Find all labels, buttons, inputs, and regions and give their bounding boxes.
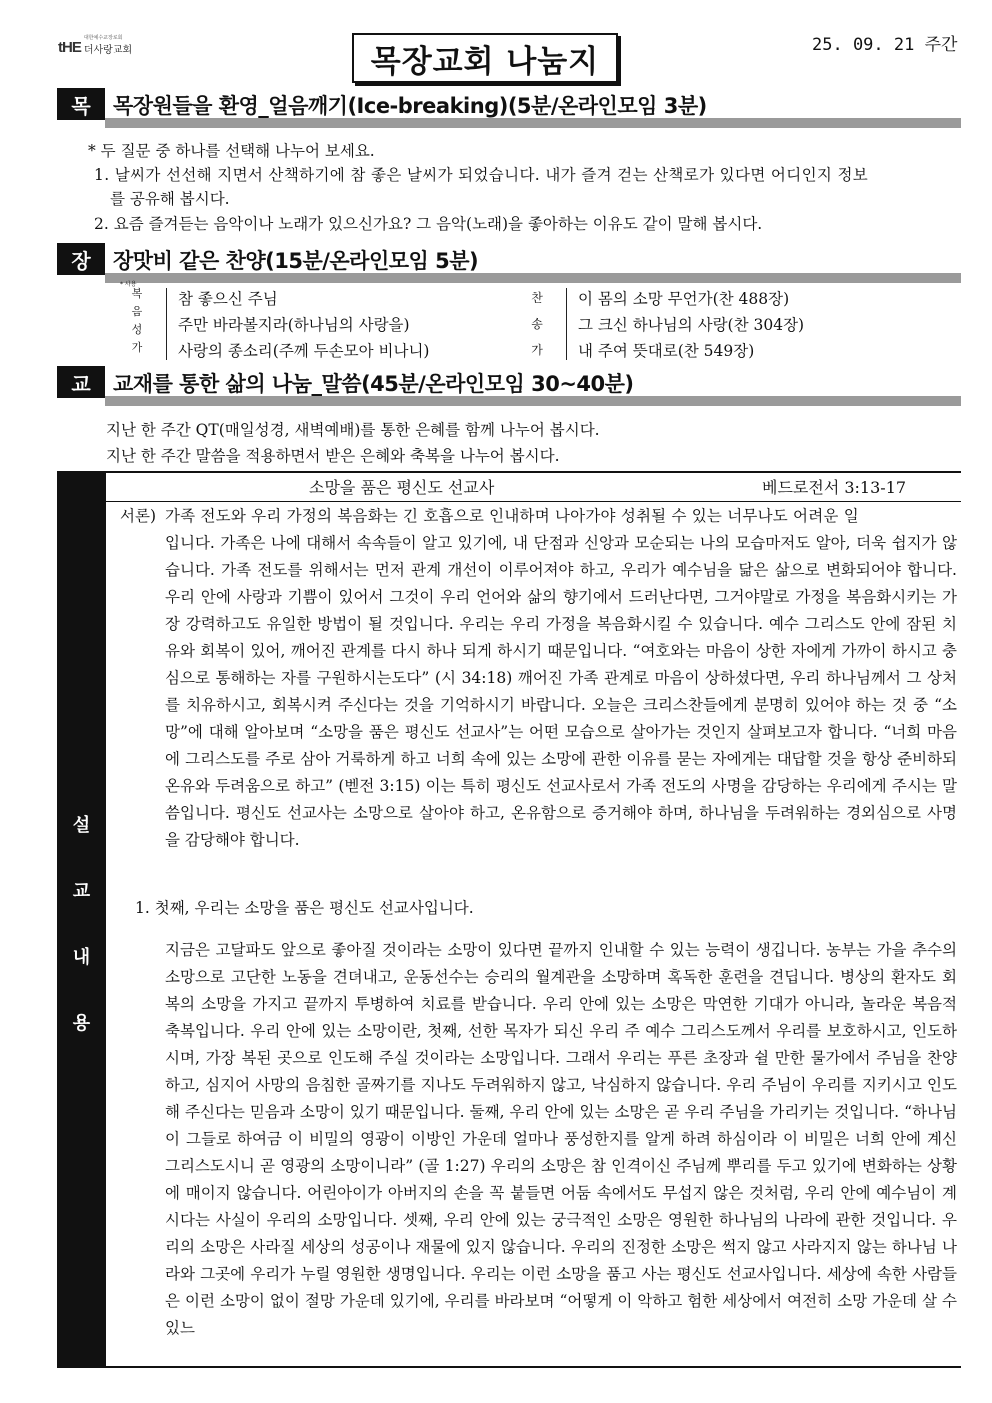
- section-title: 교재를 통한 삶의 나눔_말씀(45분/온라인모임 30~40분): [113, 372, 634, 396]
- sermon-side-label: 설 교 내 용: [57, 471, 106, 1368]
- sermon-reference: 베드로전서 3:13-17: [762, 478, 907, 497]
- gospel-song-label: 복 음 성 가: [131, 287, 143, 354]
- sermon-title: 소망을 품은 평신도 선교사: [309, 478, 495, 497]
- logo-mark: tHE: [58, 39, 81, 56]
- intro-first-line: 가족 전도와 우리 가정의 복음화는 긴 호흡으로 인내하며 나아가야 성취될 수 있는 너무나도 어려운 일: [165, 507, 859, 525]
- section-icebreaking-header: [57, 88, 961, 128]
- sermon-box: [57, 471, 961, 1368]
- logo-text: [84, 34, 132, 56]
- hymn: 이 몸의 소망 무언가(찬 488장): [578, 290, 790, 308]
- section-divider: [105, 273, 961, 283]
- section-divider: [105, 118, 961, 128]
- icebreaking-note: * 두 질문 중 하나를 선택해 나누어 보세요.: [88, 142, 375, 160]
- gospel-song-list: [178, 286, 429, 364]
- section-title: 장맛비 같은 찬양(15분/온라인모임 5분): [113, 249, 479, 273]
- page-title: 목장교회 나눔지: [370, 43, 600, 80]
- section-badge: 목: [57, 88, 105, 120]
- section-title: 목장원들을 환영_얼음깨기(Ice-breaking)(5분/온라인모임 3분): [113, 94, 707, 118]
- logo-sub: 대한예수교장로회: [83, 35, 123, 41]
- question-1-line-2: 를 공유해 봅시다.: [110, 190, 230, 208]
- intro-body: 입니다. 가족은 나에 대해서 속속들이 알고 있기에, 내 단점과 신앙과 모순되는 나의 모습마저도 알아, 더욱 쉽지가 않습니다. 가족 전도를 위해서는 먼저 관계 개선이 이루어져야 하고, 우리가 예수님을 닮은 삶으로 변화되어야 합니다. 우리 안에 사랑과 기쁨이 있어서 그것이 우리 언어와 삶의 향기에서 드러난다면, 그거야말로 가정을 복음화시키는 가장 강력하고도 유일한 방법이 될 것입니다. 우리는 우리 가정을 복음화시킬 수 있습니다. 예수 그리스도 안에 잠된 치유와 회복이 있어, 깨어진 관계를 다시 하나 되게 하시기 때문입니다. “여호와는 마음이 상한 자에게 가까이 하시고 충심으로 통해하는 자를 구원하시는도다” (시 34:18) 깨어진 가족 관계로 마음이 상하셨다면, 우리 하나님께서 그 상처를 치유하시고, 회복시켜 주신다는 것을 기억하시기 바랍니다. 오늘은 크리스찬들에게 분명히 있어야 하는 것 중 “소망”에 대해 알아보며 “소망을 품은 평신도 선교사”는 어떤 모습으로 살아가는 것인지 살펴보고자 합니다. “너희 마음에 그리스도를 주로 삼아 거룩하게 하고 너희 속에 있는 소망에 관한 이유를 묻는 자에게는 대답할 것을 항상 준비하되 온유와 두려움으로 하고” (벧전 3:15) 이는 특히 평신도 선교사로서 가족 전도의 사명을 감당하는 우리에게 주시는 말씀입니다. 평신도 선교사는 소망으로 살아야 하고, 온유함으로 증거해야 하며, 하나님을 두려워하는 경외심으로 사명을 감당해야 합니다.: [165, 534, 957, 849]
- intro-label: 서론): [120, 507, 156, 525]
- column-divider: [566, 288, 567, 360]
- section-word-header: [57, 366, 961, 406]
- hymn: 내 주여 뜻대로(찬 549장): [578, 342, 755, 360]
- point-1-body: 지금은 고달파도 앞으로 좋아질 것이라는 소망이 있다면 끝까지 인내할 수 있는 능력이 생깁니다. 농부는 가을 추수의 소망으로 고단한 노동을 견뎌내고, 운동선수는 승리의 월계관을 소망하며 혹독한 훈련을 견딥니다. 병상의 환자도 회복의 소망을 가지고 끝까지 투병하여 치료를 받습니다. 우리 안에 있는 소망은 막연한 기대가 아니라, 놀라운 복음적 축복입니다. 우리 안에 있는 소망이란, 첫째, 선한 목자가 되신 우리 주 예수 그리스도께서 우리를 보호하시고, 인도하시며, 가장 복된 곳으로 인도해 주실 것이라는 소망입니다. 그래서 우리는 푸른 초장과 쉴 만한 물가에서 주님을 찬양하고, 심지어 사망의 음침한 골짜기를 지나도 두려워하지 않고, 낙심하지 않습니다. 우리 주님이 우리를 지키시고 인도해 주신다는 믿음과 소망이 있기 때문입니다. 둘째, 우리 안에 있는 소망은 곧 우리 주님을 가리키는 것입니다. “하나님이 그들로 하여금 이 비밀의 영광이 이방인 가운데 얼마나 풍성한지를 알게 하려 하심이라 이 비밀은 너희 안에 계신 그리스도시니 곧 영광의 소망이니라” (골 1:27) 우리의 소망은 참 인격이신 주님께 뿌리를 두고 있기에 변화하는 상황에 매이지 않습니다. 어린아이가 아버지의 손을 꼭 붙들면 어둠 속에서도 무섭지 않은 것처럼, 우리 안에 예수님이 계시다는 사실이 우리의 소망입니다. 셋째, 우리 안에 있는 궁극적인 소망은 영원한 하나님의 나라에 관한 것입니다. 우리의 소망은 사라질 세상의 성공이나 재물에 있지 않습니다. 우리의 진정한 소망은 썩지 않고 사라지지 않는 하나님 나라와 그곳에 우리가 누릴 영원한 생명입니다. 우리는 이런 소망을 품고 사는 평신도 선교사입니다. 세상에 속한 사람들은 이런 소망이 없이 절망 가운데 있기에, 우리를 바라보며 “어떻게 이 악하고 험한 세상에서 여전히 소망 가운데 살 수 있느: [165, 941, 957, 1337]
- gospel-song: 사랑의 종소리(주께 두손모아 비나니): [178, 342, 430, 360]
- column-divider: [166, 288, 167, 360]
- gospel-song: 주만 바라볼지라(하나님의 사랑을): [178, 316, 410, 334]
- sermon-header-rule: [106, 501, 961, 502]
- church-logo: [58, 34, 132, 56]
- question-2: 2. 요즘 즐겨듣는 음악이나 노래가 있으신가요? 그 음악(노래)을 좋아하는 이유도 같이 말해 봅시다.: [94, 215, 763, 233]
- section-divider: [105, 396, 961, 406]
- logo-name: 더사랑교회: [83, 45, 133, 56]
- sermon-top-rule: [106, 471, 961, 473]
- section-praise-header: [57, 243, 961, 283]
- section-badge: 장: [57, 243, 105, 275]
- sharing-line-1: 지난 한 주간 QT(매일성경, 새벽예배)를 통한 은혜를 함께 나누어 봅시다.: [106, 421, 600, 439]
- sharing-line-2: 지난 한 주간 말씀을 적용하면서 받은 은혜와 축복을 나누어 봅시다.: [106, 447, 560, 465]
- hymn: 그 크신 하나님의 사랑(찬 304장): [578, 316, 805, 334]
- hymn-label: 찬 송 가: [531, 291, 543, 357]
- page-title-box: [352, 33, 618, 83]
- question-1-line-1: 1. 날씨가 선선해 지면서 산책하기에 참 좋은 날씨가 되었습니다. 내가 즐겨 걷는 산책로가 있다면 어디인지 정보: [94, 166, 869, 184]
- gospel-song: 참 좋으신 주님: [178, 290, 278, 308]
- week-date: 25. 09. 21 주간: [812, 35, 958, 55]
- gospel-song-label-small: * 사용: [120, 281, 137, 288]
- hymn-list: [578, 286, 804, 364]
- point-1-heading: 1. 첫째, 우리는 소망을 품은 평신도 선교사입니다.: [135, 899, 474, 917]
- section-badge: 교: [57, 366, 105, 398]
- praise-song-table: [106, 283, 961, 363]
